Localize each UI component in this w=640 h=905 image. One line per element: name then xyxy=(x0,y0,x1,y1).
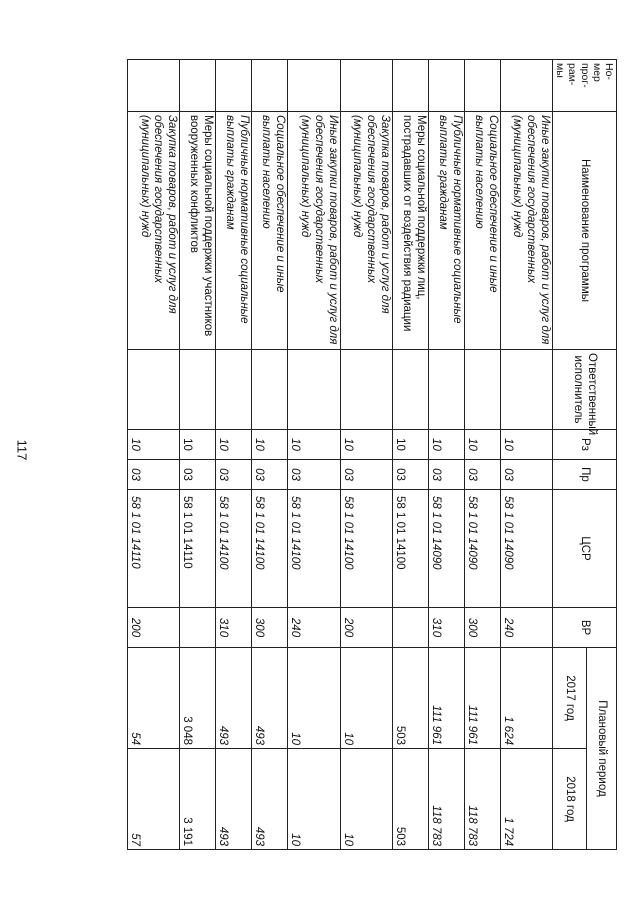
rz-cell: 10 xyxy=(288,430,340,460)
pr-cell: 03 xyxy=(216,460,252,490)
header-2017: 2017 год xyxy=(553,648,587,749)
program-no-cell xyxy=(392,60,428,112)
program-no-cell xyxy=(288,60,340,112)
vr-cell: 300 xyxy=(252,608,288,648)
program-name-cell: Меры социальной поддержки участников вооруженных конфликтов xyxy=(180,112,216,350)
value-2018-cell: 493 xyxy=(216,749,252,850)
table-row xyxy=(392,60,428,850)
executor-cell xyxy=(128,350,180,430)
program-name-cell: Иные закупки товаров, работ и услуг для обеспечения государственных (муниципальных) нужд xyxy=(500,112,552,350)
program-name-cell: Социальное обеспечение и иные выплаты населению xyxy=(252,112,288,350)
table-row xyxy=(464,60,500,850)
value-2018-cell: 1 724 xyxy=(500,749,552,850)
executor-cell xyxy=(428,350,464,430)
budget-table-sheet xyxy=(127,59,617,849)
value-2017-cell: 111 961 xyxy=(464,648,500,749)
executor-cell xyxy=(216,350,252,430)
value-2018-cell: 10 xyxy=(340,749,392,850)
rz-cell: 10 xyxy=(180,430,216,460)
rz-cell: 10 xyxy=(216,430,252,460)
program-no-cell xyxy=(128,60,180,112)
program-name-cell: Публичные нормативные социальные выплаты гражданам xyxy=(216,112,252,350)
csr-cell: 58 1 01 14100 xyxy=(252,490,288,608)
header-program-no: Но- мер прог- рам- мы xyxy=(553,60,617,112)
vr-cell: 300 xyxy=(464,608,500,648)
rz-cell: 10 xyxy=(340,430,392,460)
program-name-cell: Закупка товаров, работ и услуг для обеспечения государственных (муниципальных) нужд xyxy=(128,112,180,350)
program-name-cell: Публичные нормативные социальные выплаты гражданам xyxy=(428,112,464,350)
vr-cell: 310 xyxy=(216,608,252,648)
pr-cell: 03 xyxy=(340,460,392,490)
executor-cell xyxy=(392,350,428,430)
vr-cell: 240 xyxy=(288,608,340,648)
program-name-cell: Закупка товаров, работ и услуг для обеспечения государственных (муниципальных) нужд xyxy=(340,112,392,350)
page-number: 117 xyxy=(14,439,30,461)
executor-cell xyxy=(288,350,340,430)
csr-cell: 58 1 01 14100 xyxy=(216,490,252,608)
value-2017-cell: 1 624 xyxy=(500,648,552,749)
program-no-cell xyxy=(252,60,288,112)
table-row xyxy=(288,60,340,850)
program-no-cell xyxy=(500,60,552,112)
pr-cell: 03 xyxy=(428,460,464,490)
table-row xyxy=(216,60,252,850)
header-pr: Пр xyxy=(553,460,617,490)
program-no-cell xyxy=(180,60,216,112)
header-row xyxy=(587,60,617,850)
header-vr: ВР xyxy=(553,608,617,648)
program-no-cell xyxy=(216,60,252,112)
program-no-cell xyxy=(428,60,464,112)
rz-cell: 10 xyxy=(128,430,180,460)
vr-cell: 240 xyxy=(500,608,552,648)
value-2018-cell: 3 191 xyxy=(180,749,216,850)
vr-cell: 200 xyxy=(340,608,392,648)
budget-table xyxy=(127,59,617,850)
table-body xyxy=(128,60,553,850)
csr-cell: 58 1 01 14100 xyxy=(392,490,428,608)
pr-cell: 03 xyxy=(128,460,180,490)
value-2017-cell: 503 xyxy=(392,648,428,749)
program-name-cell: Меры социальной поддержки лиц, пострадавших от воздействия радиации xyxy=(392,112,428,350)
rz-cell: 10 xyxy=(252,430,288,460)
table-row xyxy=(252,60,288,850)
header-program-name: Наименование программы xyxy=(553,112,617,350)
value-2017-cell: 3 048 xyxy=(180,648,216,749)
rz-cell: 10 xyxy=(428,430,464,460)
pr-cell: 03 xyxy=(500,460,552,490)
vr-cell: 310 xyxy=(428,608,464,648)
table-row xyxy=(180,60,216,850)
value-2018-cell: 503 xyxy=(392,749,428,850)
pr-cell: 03 xyxy=(392,460,428,490)
program-name-cell: Иные закупки товаров, работ и услуг для обеспечения государственных (муниципальных) нужд xyxy=(288,112,340,350)
executor-cell xyxy=(180,350,216,430)
pr-cell: 03 xyxy=(252,460,288,490)
pr-cell: 03 xyxy=(288,460,340,490)
pr-cell: 03 xyxy=(464,460,500,490)
table-row xyxy=(428,60,464,850)
csr-cell: 58 1 01 14110 xyxy=(128,490,180,608)
value-2018-cell: 118 783 xyxy=(428,749,464,850)
value-2018-cell: 493 xyxy=(252,749,288,850)
table-row xyxy=(340,60,392,850)
value-2018-cell: 57 xyxy=(128,749,180,850)
csr-cell: 58 1 01 14090 xyxy=(428,490,464,608)
value-2017-cell: 493 xyxy=(216,648,252,749)
header-2018: 2018 год xyxy=(553,749,587,850)
value-2018-cell: 10 xyxy=(288,749,340,850)
value-2017-cell: 54 xyxy=(128,648,180,749)
rz-cell: 10 xyxy=(500,430,552,460)
csr-cell: 58 1 01 14100 xyxy=(288,490,340,608)
executor-cell xyxy=(464,350,500,430)
rz-cell: 10 xyxy=(392,430,428,460)
rz-cell: 10 xyxy=(464,430,500,460)
value-2017-cell: 111 961 xyxy=(428,648,464,749)
program-no-cell xyxy=(464,60,500,112)
csr-cell: 58 1 01 14090 xyxy=(464,490,500,608)
program-name-cell: Социальное обеспечение и иные выплаты населению xyxy=(464,112,500,350)
vr-cell xyxy=(180,608,216,648)
pr-cell: 03 xyxy=(180,460,216,490)
header-executor: Ответственный исполнитель xyxy=(553,350,617,430)
program-no-cell xyxy=(340,60,392,112)
csr-cell: 58 1 01 14090 xyxy=(500,490,552,608)
executor-cell xyxy=(500,350,552,430)
vr-cell xyxy=(392,608,428,648)
executor-cell xyxy=(252,350,288,430)
executor-cell xyxy=(340,350,392,430)
value-2018-cell: 118 783 xyxy=(464,749,500,850)
csr-cell: 58 1 01 14100 xyxy=(340,490,392,608)
header-rz: Рз xyxy=(553,430,617,460)
header-planned-period: Плановый период xyxy=(587,648,617,850)
value-2017-cell: 10 xyxy=(340,648,392,749)
value-2017-cell: 10 xyxy=(288,648,340,749)
table-row xyxy=(128,60,180,850)
header-csr: ЦСР xyxy=(553,490,617,608)
table-row xyxy=(500,60,552,850)
vr-cell: 200 xyxy=(128,608,180,648)
csr-cell: 58 1 01 14110 xyxy=(180,490,216,608)
value-2017-cell: 493 xyxy=(252,648,288,749)
